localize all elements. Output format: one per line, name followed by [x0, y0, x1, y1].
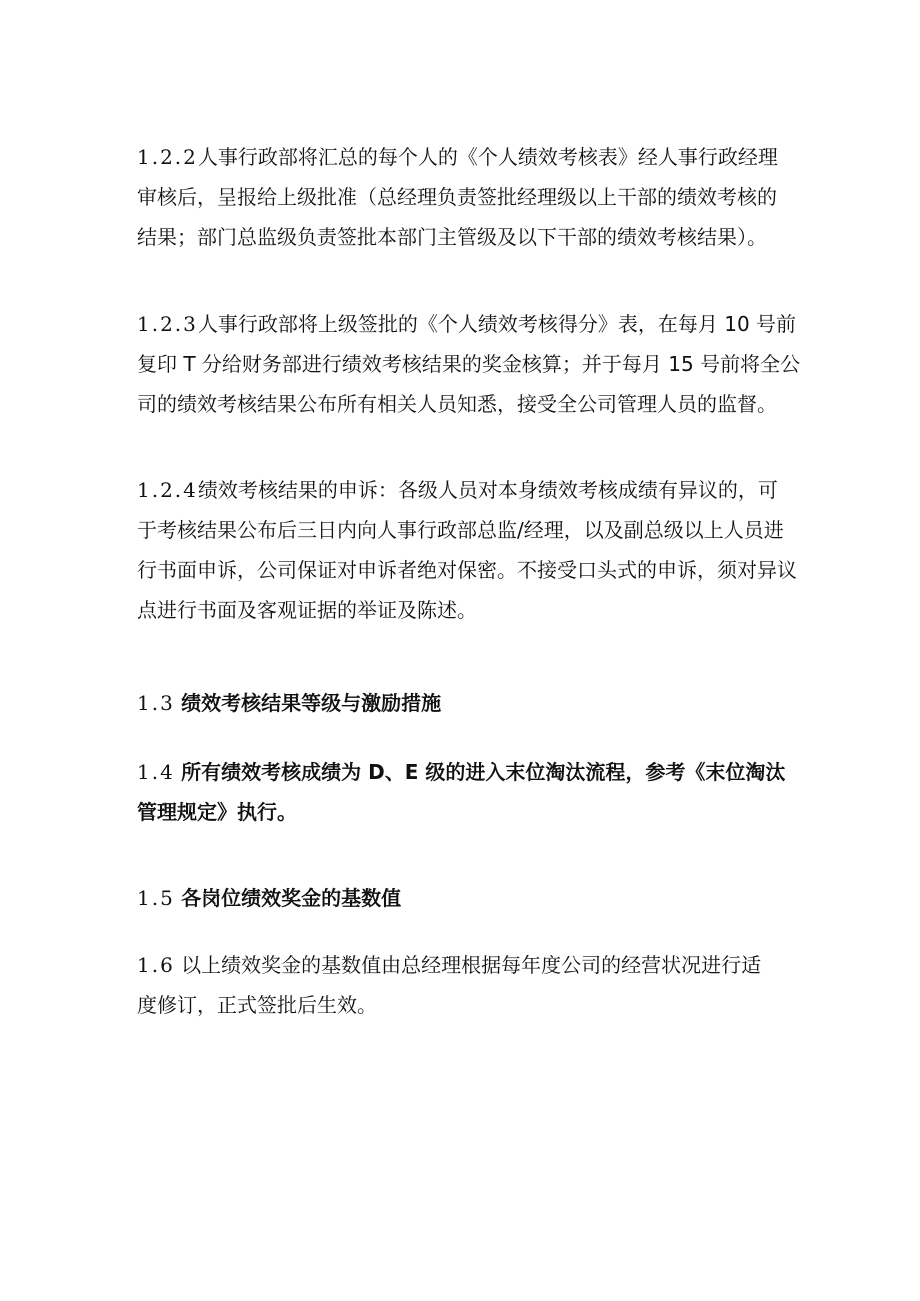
- section-number: 1.2.3: [137, 312, 198, 336]
- section-number: 1.4: [137, 760, 175, 784]
- paragraph-text: 人事行政部将汇总的每个人的《个人绩效考核表》经人事行政经理: [197, 145, 778, 169]
- paragraph-text: 绩效考核结果的申诉：各级人员对本身绩效考核成绩有异议的，可: [197, 478, 778, 502]
- paragraph-line: [137, 304, 797, 344]
- section-number: 1.2.2: [137, 145, 198, 169]
- paragraph-line: 司的绩效考核结果公布所有相关人员知悉，接受全公司管理人员的监督。: [137, 392, 777, 416]
- paragraph-line: 行书面申诉，公司保证对申诉者绝对保密。不接受口头式的申诉，须对异议: [137, 558, 797, 582]
- paragraph-1-4: [137, 752, 787, 832]
- paragraph-line: [137, 945, 787, 985]
- paragraph-1-2-2: [137, 137, 787, 257]
- paragraph-line: 结果；部门总监级负责签批本部门主管级及以下干部的绩效考核结果）。: [137, 225, 767, 249]
- heading-line: [137, 683, 787, 723]
- paragraph-text: 以上绩效奖金的基数值由总经理根据每年度公司的经营状况进行适: [181, 953, 762, 977]
- paragraph-line: [137, 470, 787, 510]
- paragraph-1-6: [137, 945, 787, 1025]
- section-number: 1.2.4: [137, 478, 198, 502]
- paragraph-line: 复印 T 分给财务部进行绩效考核结果的奖金核算；并于每月 15 号前将全公: [137, 352, 801, 376]
- paragraph-1-2-3: [137, 304, 801, 424]
- section-heading: 各岗位绩效奖金的基数值: [181, 886, 402, 910]
- paragraph-line: 审核后，呈报给上级批准（总经理负责签批经理级以上干部的绩效考核的: [137, 185, 777, 209]
- paragraph-text: 人事行政部将上级签批的《个人绩效考核得分》表，在每月 10 号前: [197, 312, 797, 336]
- heading-1-3: [137, 683, 787, 723]
- heading-1-5: [137, 878, 787, 918]
- paragraph-line: [137, 137, 787, 177]
- paragraph-line: 管理规定》执行。: [137, 800, 297, 824]
- paragraph-line: 于考核结果公布后三日内向人事行政部总监/经理，以及副总级以上人员进: [137, 518, 784, 542]
- paragraph-line: [137, 752, 787, 792]
- paragraph-line: 度修订，正式签批后生效。: [137, 993, 377, 1017]
- paragraph-text: 所有绩效考核成绩为 D、E 级的进入末位淘汰流程，参考《末位淘汰: [181, 760, 786, 784]
- section-number: 1.5: [137, 886, 175, 910]
- paragraph-1-2-4: [137, 470, 797, 630]
- section-number: 1.6: [137, 953, 175, 977]
- heading-line: [137, 878, 787, 918]
- section-number: 1.3: [137, 691, 175, 715]
- section-heading: 绩效考核结果等级与激励措施: [181, 691, 442, 715]
- paragraph-line: 点进行书面及客观证据的举证及陈述。: [137, 598, 477, 622]
